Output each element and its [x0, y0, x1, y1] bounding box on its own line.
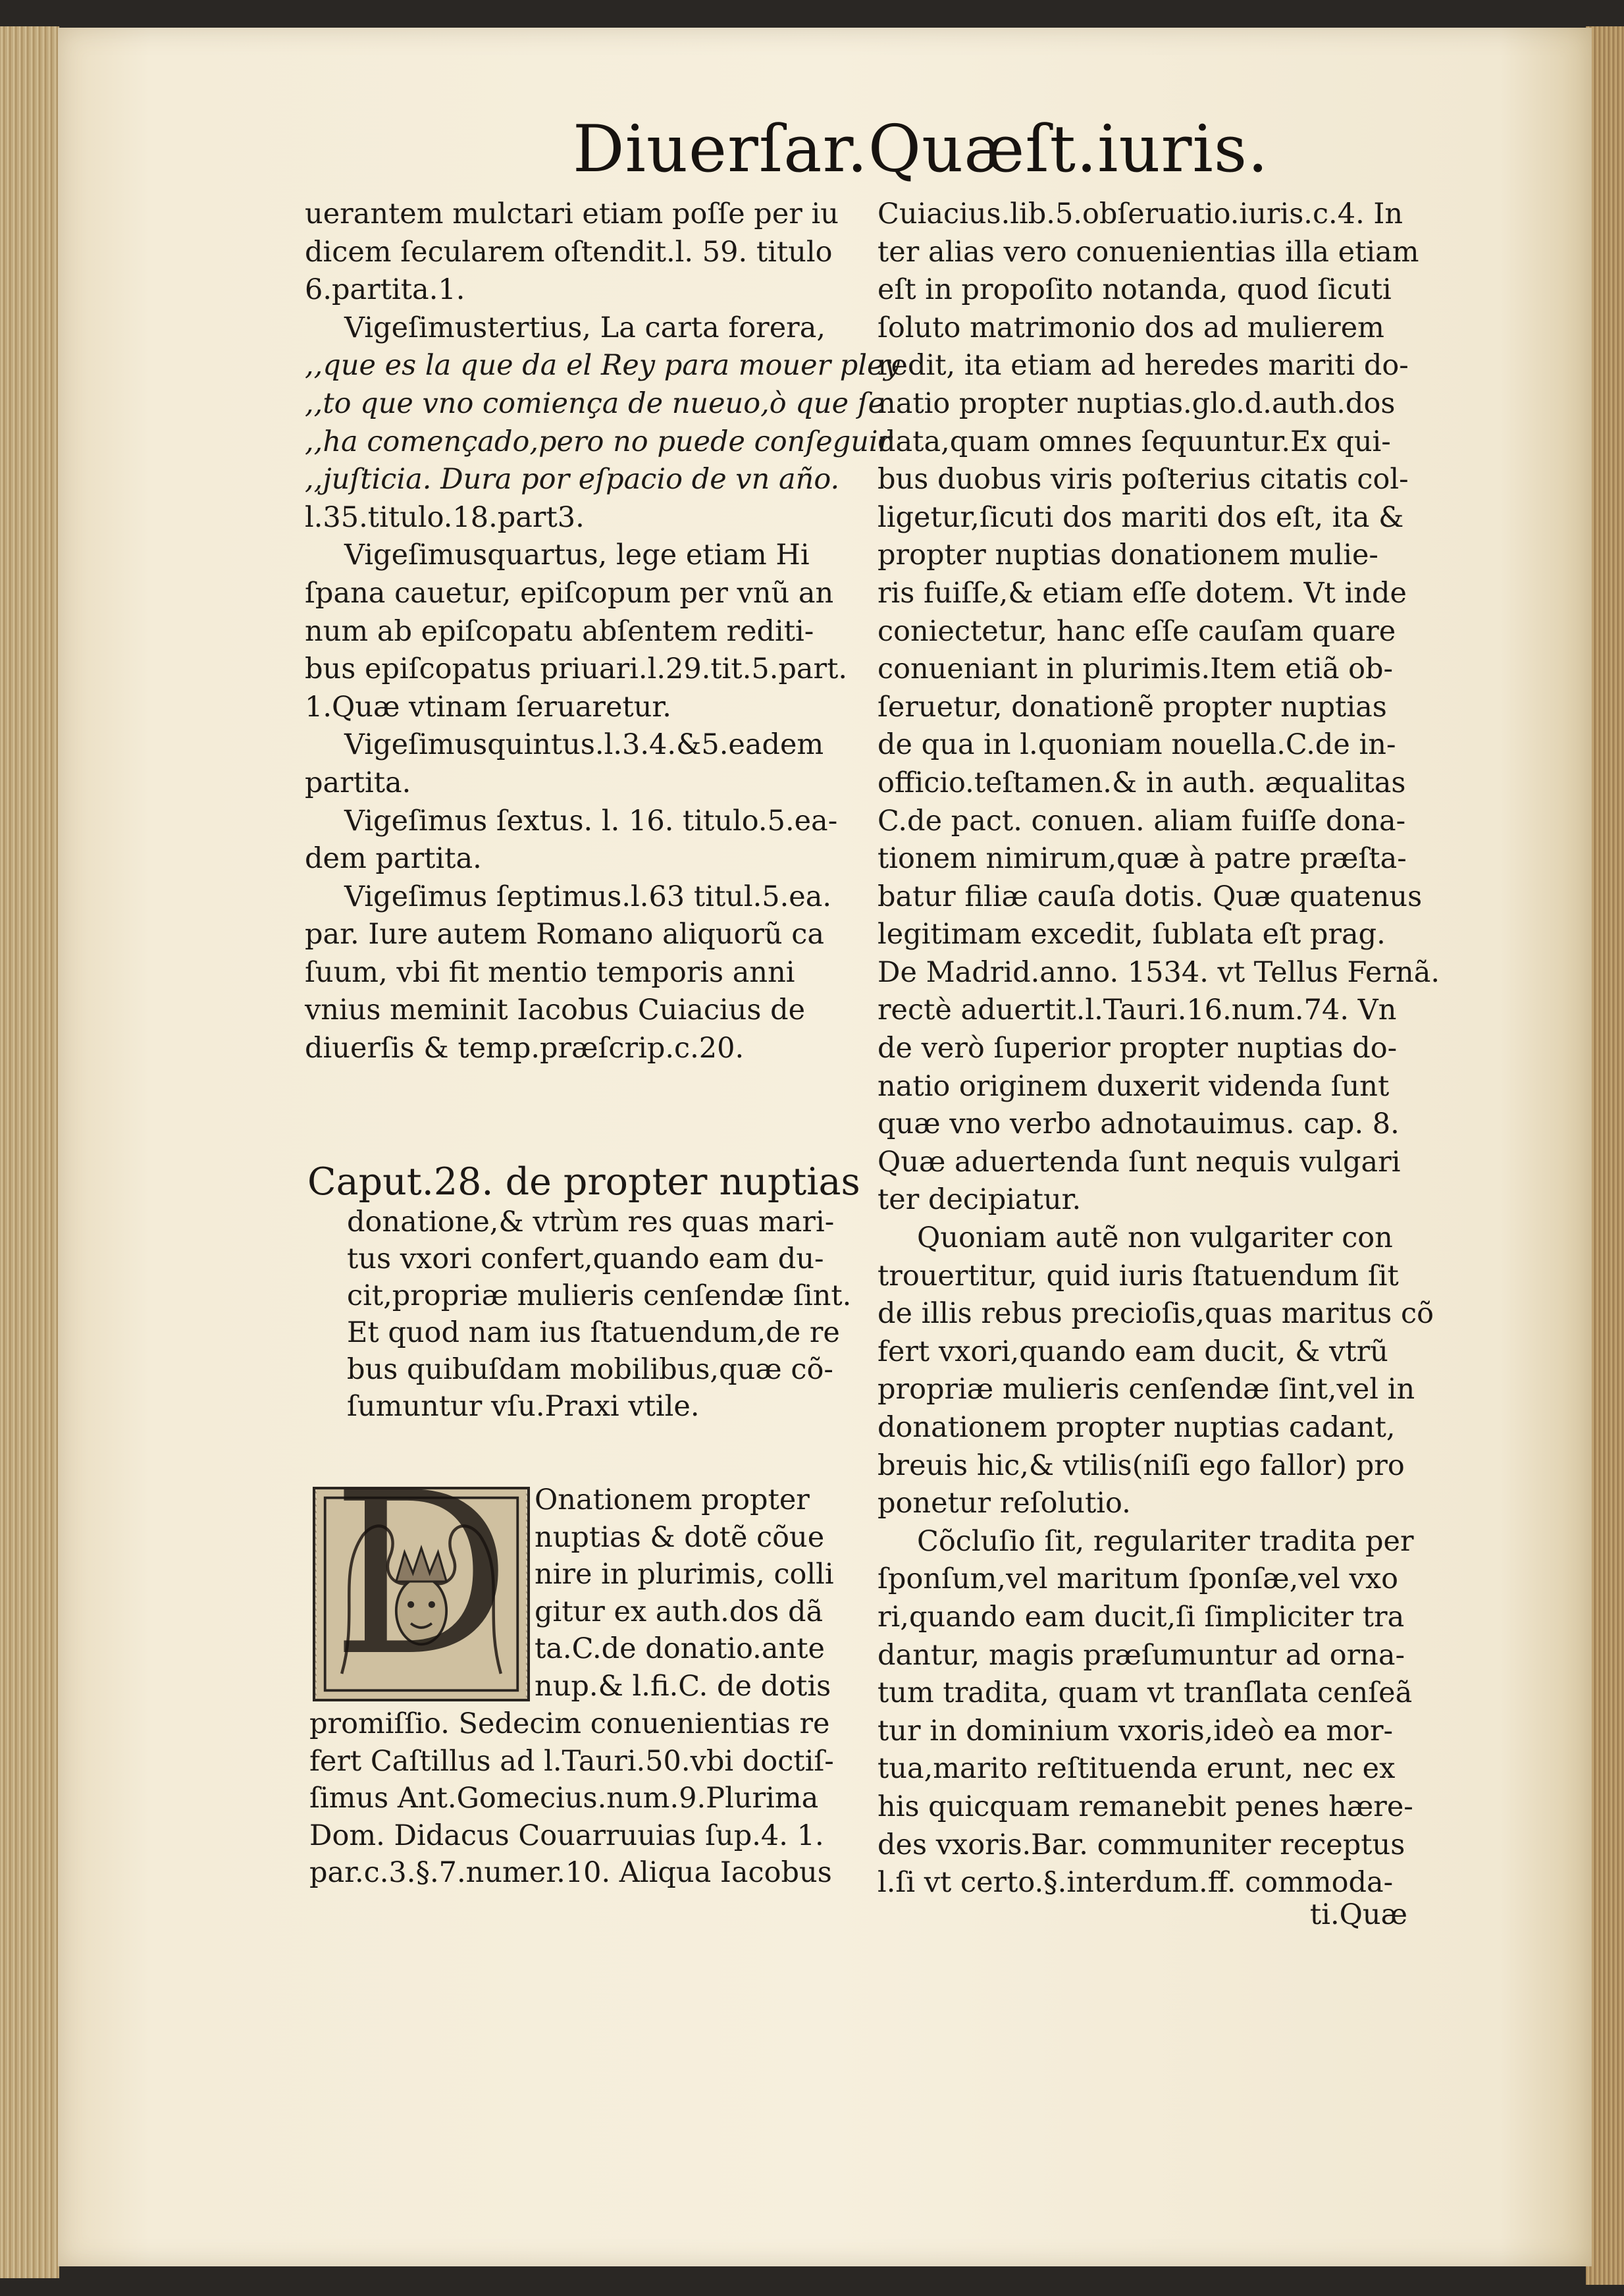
text-line: Cuiacius.lib.5.obſeruatio.iuris.c.4. In	[877, 198, 1403, 230]
text-line: natio originem duxerit videnda ſunt	[877, 1069, 1390, 1103]
text-line: ſpana cauetur, epiſcopum per vnũ an	[305, 576, 834, 610]
text-line: donationem propter nuptias cadant,	[877, 1411, 1396, 1444]
text-line: rectè aduertit.l.Tauri.16.num.74. Vn	[877, 994, 1397, 1027]
text-line: de illis rebus precioſis,quas maritus cõ	[877, 1297, 1434, 1331]
text-line: 6.partita.1.	[305, 273, 465, 307]
chapter-summary-line: cit,propriæ mulieris cenſendæ ſint.	[347, 1279, 852, 1312]
text-line: des vxoris.Bar. communiter receptus	[877, 1828, 1405, 1861]
text-line: nuptias & dotẽ cõue	[535, 1520, 825, 1554]
text-line: breuis hic,& vtilis(niſi ego fallor) pro	[877, 1449, 1405, 1482]
initial-letter: D	[331, 1445, 511, 1705]
text-line: ligetur,ſicuti dos mariti dos eſt, ita &	[877, 500, 1404, 534]
chapter-summary-line: donatione,& vtrùm res quas mari-	[347, 1206, 835, 1239]
text-line: Quoniam autẽ non vulgariter con	[917, 1221, 1393, 1255]
chapter-title: Caput.28. de propter nuptias	[307, 1160, 860, 1204]
text-line: uerantem mulctari etiam poſſe per iu	[305, 198, 839, 230]
right-column	[877, 196, 1440, 1902]
catchword: ti.Quæ	[1309, 1898, 1407, 1931]
text-line: trouertitur, quid iuris ſtatuendum ſit	[877, 1259, 1399, 1293]
initial-paragraph	[535, 1482, 844, 1705]
text-line: tua,marito reſtituenda erunt, nec ex	[877, 1752, 1396, 1786]
book-page-edges-left	[0, 26, 59, 2278]
text-line: vnius meminit Iacobus Cuiacius de	[305, 994, 806, 1027]
text-line: tur in dominium vxoris,ideò ea mor-	[877, 1714, 1394, 1748]
text-line: Quæ aduertenda ſunt nequis vulgari	[877, 1145, 1401, 1179]
text-line: conueniant in plurimis.Item etiã ob-	[877, 653, 1394, 686]
text-line: ta.C.de donatio.ante	[535, 1632, 825, 1665]
text-line: ſoluto matrimonio dos ad mulierem	[877, 311, 1384, 344]
text-line: eſt in propoſito notanda, quod ſicuti	[877, 273, 1392, 307]
text-line: par. Iure autem Romano aliquorũ ca	[305, 918, 824, 951]
text-line: dicem ſecularem oſtendit.l. 59. titulo	[305, 235, 833, 269]
text-line: Onationem propter	[535, 1483, 810, 1516]
text-line: ſimus Ant.Gomecius.num.9.Plurima	[309, 1782, 819, 1815]
text-line: ,,to que vno comiença de nueuo,ò que ſe	[305, 387, 885, 420]
text-line: ter decipiatur.	[877, 1183, 1082, 1217]
text-line: quæ vno verbo adnotauimus. cap. 8.	[877, 1108, 1400, 1141]
text-line: ,,que es la que da el Rey para mouer pley	[305, 349, 900, 383]
text-line: de verò ſuperior propter nuptias do-	[877, 1032, 1398, 1065]
chapter-summary-line: Et quod nam ius ſtatuendum,de re	[347, 1316, 840, 1349]
text-line: coniectetur, hanc eſſe cauſam quare	[877, 614, 1396, 648]
chapter-summary-line: bus quibuſdam mobilibus,quæ cõ-	[347, 1353, 833, 1386]
text-line: Cõcluſio ſit, regulariter tradita per	[917, 1524, 1414, 1558]
left-column-bottom	[309, 1705, 836, 1892]
text-line: de qua in l.quoniam nouella.C.de in-	[877, 728, 1396, 762]
text-line: Dom. Didacus Couarruuias ſup.4. 1.	[309, 1819, 824, 1852]
text-line: ris fuiſſe,& etiam eſſe dotem. Vt inde	[877, 576, 1407, 610]
text-line: Vigeſimusquintus.l.3.4.&5.eadem	[344, 728, 824, 762]
text-line: tum tradita, quam vt tranſlata cenſeã	[877, 1676, 1413, 1710]
text-line: legitimam excedit, ſublata eſt prag.	[877, 918, 1386, 951]
text-line: propter nuptias donationem mulie-	[877, 539, 1378, 572]
text-line: ,,ha començado,pero no puede conſeguir	[305, 425, 892, 458]
text-line: gitur ex auth.dos dã	[535, 1595, 824, 1628]
text-line: bus epiſcopatus priuari.l.29.tit.5.part.	[305, 653, 848, 686]
text-line: data,quam omnes ſequuntur.Ex qui-	[877, 425, 1391, 458]
text-line: partita.	[305, 766, 411, 799]
text-line: ,,juſticia. Dura por eſpacio de vn año.	[305, 463, 840, 496]
left-column	[305, 196, 900, 1068]
decorated-initial-d	[313, 1445, 530, 1705]
text-line: par.c.3.§.7.numer.10. Aliqua Iacobus	[309, 1856, 832, 1889]
text-line: officio.teſtamen.& in auth. æqualitas	[877, 766, 1406, 799]
text-line: ſponſum,vel maritum ſponſæ,vel vxo	[877, 1562, 1398, 1596]
text-line: l.ſi vt certo.§.interdum.ff. commoda-	[877, 1866, 1394, 1900]
text-line: batur filiæ cauſa dotis. Quæ quatenus	[877, 880, 1423, 913]
text-line: diuerſis & temp.præſcrip.c.20.	[305, 1032, 745, 1065]
text-line: redit, ita etiam ad heredes mariti do-	[877, 349, 1409, 383]
text-line: fert Caſtillus ad l.Tauri.50.vbi doctiſ-	[309, 1744, 834, 1778]
text-line: dantur, magis præſumuntur ad orna-	[877, 1638, 1405, 1672]
text-line: propriæ mulieris cenſendæ ſint,vel in	[877, 1373, 1415, 1406]
text-line: ter alias vero conuenientias illa etiam	[877, 235, 1419, 269]
text-line: nup.& l.fi.C. de dotis	[535, 1669, 831, 1703]
text-line: ri,quando eam ducit,ſi ſimpliciter tra	[877, 1600, 1405, 1634]
chapter-heading	[307, 1160, 860, 1425]
text-line: Vigeſimus ſeptimus.l.63 titul.5.ea.	[344, 880, 832, 913]
chapter-summary	[307, 1204, 852, 1425]
text-line: C.de pact. conuen. aliam fuiſſe dona-	[877, 804, 1406, 838]
text-line: fert vxori,quando eam ducit, & vtrũ	[877, 1335, 1388, 1368]
chapter-summary-line: ſumuntur vſu.Praxi vtile.	[347, 1390, 700, 1423]
text-line: ſuum, vbi fit mentio temporis anni	[305, 955, 795, 989]
text-line: nire in plurimis, colli	[535, 1558, 834, 1591]
text-line: l.35.titulo.18.part3.	[305, 500, 585, 534]
running-title: Diuerſar.Quæſt.iuris.	[573, 112, 1269, 187]
text-line: Vigeſimustertius, La carta forera,	[344, 311, 826, 344]
text-line: 1.Quæ vtinam ſeruaretur.	[305, 690, 671, 724]
text-line: Vigeſimusquartus, lege etiam Hi	[344, 539, 810, 572]
text-line: De Madrid.anno. 1534. vt Tellus Fernã.	[877, 955, 1440, 989]
text-line: bus duobus viris poſterius citatis col-	[877, 463, 1409, 496]
text-line: promiſſio. Sedecim conuenientias re	[309, 1707, 830, 1740]
text-line: natio propter nuptias.glo.d.auth.dos	[877, 387, 1396, 420]
text-line: num ab epiſcopatu abſentem rediti-	[305, 614, 814, 648]
text-line: Vigeſimus ſextus. l. 16. titulo.5.ea-	[344, 804, 838, 838]
text-line: dem partita.	[305, 842, 482, 876]
chapter-summary-line: tus vxori confert,quando eam du-	[347, 1242, 824, 1275]
text-line: ſeruetur, donationẽ propter nuptias	[877, 690, 1387, 724]
text-line: tionem nimirum,quæ à patre præſta-	[877, 842, 1407, 876]
text-line: ponetur reſolutio.	[877, 1487, 1131, 1520]
text-line: his quicquam remanebit penes hære-	[877, 1790, 1413, 1823]
